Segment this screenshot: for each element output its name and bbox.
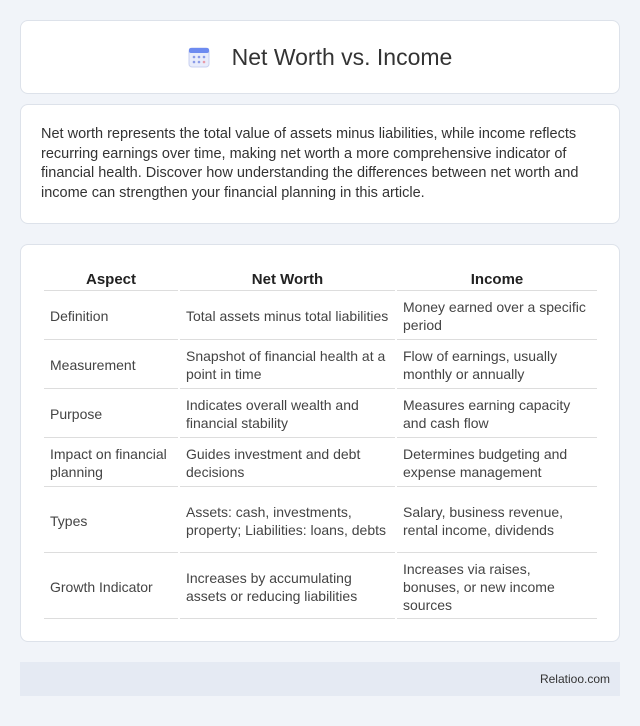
table-cell-net-worth: Snapshot of financial health at a point in time bbox=[180, 342, 395, 389]
table-cell-aspect: Purpose bbox=[44, 391, 178, 438]
table-row bbox=[44, 489, 597, 553]
column-header-net-worth: Net Worth bbox=[180, 267, 395, 291]
table-cell-aspect: Types bbox=[44, 489, 178, 553]
table-row bbox=[44, 293, 597, 340]
table-cell-aspect: Definition bbox=[44, 293, 178, 340]
table-cell-income: Flow of earnings, usually monthly or annually bbox=[397, 342, 597, 389]
intro-text: Net worth represents the total value of assets minus liabilities, while income reflects recurring earnings over time, making net worth a more comprehensive indicator of financial health. Discover how understanding the differences between net worth and income can strengthen your financial planning in this article. bbox=[41, 126, 579, 201]
table-row bbox=[44, 391, 597, 438]
comparison-table-card bbox=[20, 244, 620, 642]
footer bbox=[20, 662, 620, 696]
column-header-aspect: Aspect bbox=[44, 267, 178, 291]
table-cell-net-worth: Indicates overall wealth and financial stability bbox=[180, 391, 395, 438]
table-row bbox=[44, 555, 597, 619]
table-cell-income: Money earned over a specific period bbox=[397, 293, 597, 340]
comparison-table bbox=[42, 265, 599, 621]
intro-card bbox=[20, 104, 620, 224]
column-header-income: Income bbox=[397, 267, 597, 291]
table-cell-net-worth: Increases by accumulating assets or reducing liabilities bbox=[180, 555, 395, 619]
calendar-icon bbox=[188, 46, 210, 68]
table-cell-aspect: Measurement bbox=[44, 342, 178, 389]
header-card bbox=[20, 20, 620, 94]
table-cell-income: Increases via raises, bonuses, or new income sources bbox=[397, 555, 597, 619]
table-cell-income: Salary, business revenue, rental income, dividends bbox=[397, 489, 597, 553]
page-title: Net Worth vs. Income bbox=[231, 43, 453, 70]
table-cell-net-worth: Assets: cash, investments, property; Liabilities: loans, debts bbox=[180, 489, 395, 553]
table-row bbox=[44, 342, 597, 389]
table-cell-income: Determines budgeting and expense management bbox=[397, 440, 597, 487]
table-cell-income: Measures earning capacity and cash flow bbox=[397, 391, 597, 438]
table-cell-aspect: Growth Indicator bbox=[44, 555, 178, 619]
table-cell-net-worth: Guides investment and debt decisions bbox=[180, 440, 395, 487]
table-row bbox=[44, 440, 597, 487]
table-cell-net-worth: Total assets minus total liabilities bbox=[180, 293, 395, 340]
table-cell-aspect: Impact on financial planning bbox=[44, 440, 178, 487]
footer-brand[interactable]: Relatioo.com bbox=[539, 672, 610, 686]
table-header-row bbox=[44, 267, 597, 291]
